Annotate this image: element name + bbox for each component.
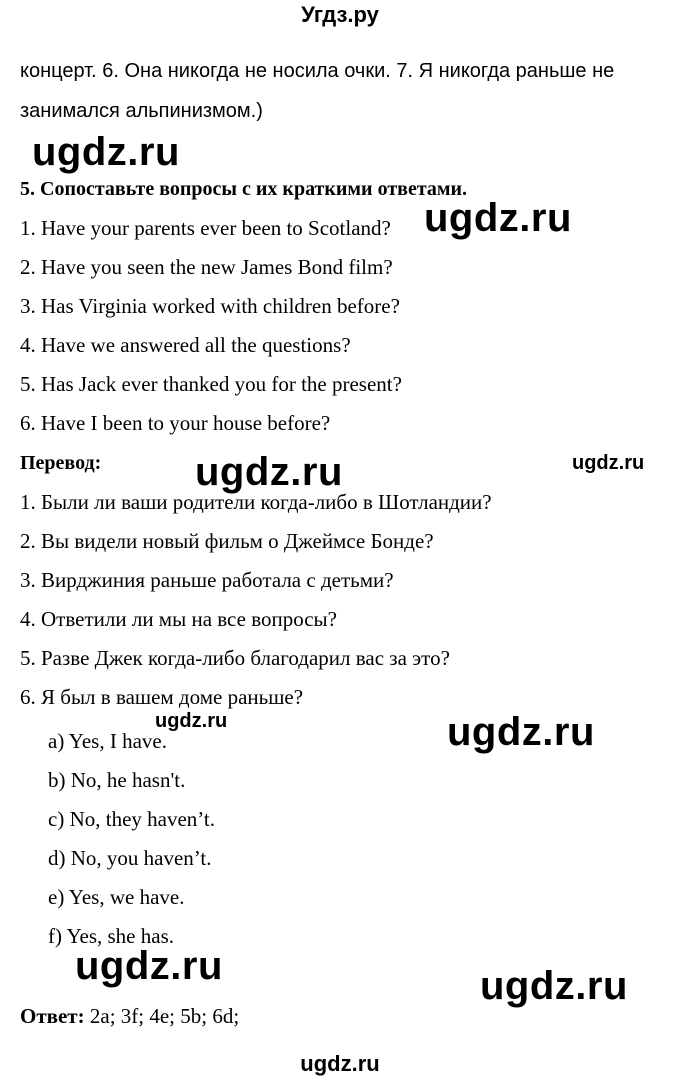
translation-title: Перевод: <box>20 452 102 474</box>
question-4: 4. Have we answered all the questions? <box>20 333 351 357</box>
translation-5: 5. Разве Джек когда-либо благодарил вас за это? <box>20 646 450 670</box>
option-f: f) Yes, she has. <box>48 924 174 948</box>
watermark: ugdz.ru <box>572 452 645 474</box>
translation-4: 4. Ответили ли мы на все вопросы? <box>20 607 337 631</box>
question-1: 1. Have your parents ever been to Scotland? <box>20 216 391 240</box>
intro-line-2: занимался альпинизмом.) <box>20 100 263 122</box>
watermark: ugdz.ru <box>32 130 180 174</box>
site-header: Угдз.ру <box>301 2 379 27</box>
question-2: 2. Have you seen the new James Bond film? <box>20 255 393 279</box>
watermark: ugdz.ru <box>75 944 223 988</box>
option-b: b) No, he hasn't. <box>48 768 186 792</box>
watermark: ugdz.ru <box>447 710 595 754</box>
option-e: e) Yes, we have. <box>48 885 185 909</box>
question-6: 6. Have I been to your house before? <box>20 411 331 435</box>
translation-2: 2. Вы видели новый фильм о Джеймсе Бонде? <box>20 529 434 553</box>
answer-value: 2a; 3f; 4e; 5b; 6d; <box>84 1004 240 1028</box>
watermark: ugdz.ru <box>195 450 343 494</box>
watermark: ugdz.ru <box>155 710 228 732</box>
exercise-title: 5. Сопоставьте вопросы с их краткими ответами. <box>20 178 468 200</box>
option-a: a) Yes, I have. <box>48 729 167 753</box>
intro-line-1: концерт. 6. Она никогда не носила очки. 7. Я никогда раньше не <box>20 60 615 82</box>
answer-label: Ответ: <box>20 1004 85 1028</box>
answer-line <box>20 1004 239 1029</box>
translation-3: 3. Вирджиния раньше работала с детьми? <box>20 568 394 592</box>
question-3: 3. Has Virginia worked with children before? <box>20 294 400 318</box>
option-c: c) No, they haven’t. <box>48 807 215 831</box>
watermark: ugdz.ru <box>480 964 628 1008</box>
translation-1: 1. Были ли ваши родители когда-либо в Шотландии? <box>20 490 492 514</box>
watermark: ugdz.ru <box>300 1051 380 1076</box>
watermark: ugdz.ru <box>424 196 572 240</box>
option-d: d) No, you haven’t. <box>48 846 212 870</box>
translation-6: 6. Я был в вашем доме раньше? <box>20 685 304 709</box>
question-5: 5. Has Jack ever thanked you for the present? <box>20 372 402 396</box>
